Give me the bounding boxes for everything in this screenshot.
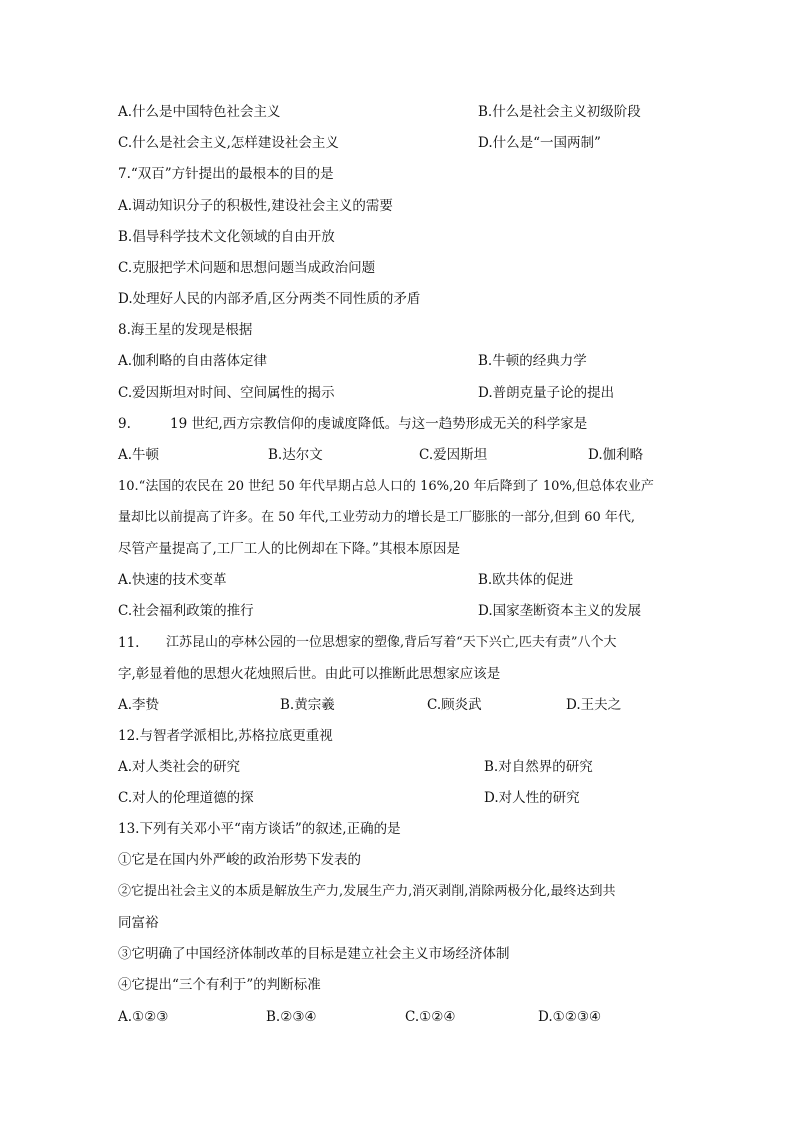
q12-option-c: C.对人的伦理道德的探: [118, 790, 254, 806]
q6-option-b: B.什么是社会主义初级阶段: [478, 104, 641, 120]
q10-stem-line-1: 10.“法国的农民在 20 世纪 50 年代早期占总人口的 16%,20 年后降到了 10%,但总体农业产: [118, 479, 654, 494]
q11-option-c: C.顾炎武: [427, 697, 482, 713]
q12-stem: 12.与智者学派相比,苏格拉底更重视: [118, 728, 333, 744]
q13-option-b: B.②③④: [266, 1009, 317, 1025]
q10-stem-line-3: 尽管产量提高了,工厂工人的比例却在下降。”其根本原因是: [118, 541, 460, 557]
q9-stem: 19 世纪,西方宗教信仰的虔诚度降低。与这一趋势形成无关的科学家是: [170, 416, 588, 432]
q10-option-d: D.国家垄断资本主义的发展: [478, 603, 642, 619]
q13-option-d: D.①②③④: [538, 1009, 602, 1025]
q11-option-b: B.黄宗羲: [280, 697, 335, 713]
q9-option-b: B.达尔文: [268, 447, 323, 463]
q13-option-a: A.①②③: [118, 1009, 169, 1025]
q11-option-d: D.王夫之: [566, 697, 622, 713]
q13-item-1: ①它是在国内外严峻的政治形势下发表的: [118, 852, 361, 868]
q8-option-d: D.普朗克量子论的提出: [478, 385, 615, 401]
q7-option-c: C.克服把学术问题和思想问题当成政治问题: [118, 260, 376, 276]
q10-option-a: A.快速的技术变革: [118, 572, 227, 588]
q11-stem-line-1: 江苏昆山的亭林公园的一位思想家的塑像,背后写着“天下兴亡,匹夫有责”八个大: [166, 635, 617, 650]
q6-option-d: D.什么是“一国两制”: [478, 135, 601, 151]
q6-option-a: A.什么是中国特色社会主义: [118, 104, 281, 120]
q7-option-d: D.处理好人民的内部矛盾,区分两类不同性质的矛盾: [118, 291, 421, 307]
q12-option-a: A.对人类社会的研究: [118, 759, 241, 775]
q6-option-c: C.什么是社会主义,怎样建设社会主义: [118, 135, 339, 151]
q7-option-b: B.倡导科学技术文化领域的自由开放: [118, 229, 335, 245]
q13-item-2: ②它提出社会主义的本质是解放生产力,发展生产力,消灭剥削,消除两极分化,最终达到共: [118, 884, 616, 899]
q13-stem: 13.下列有关邓小平“南方谈话”的叙述,正确的是: [118, 821, 401, 837]
q10-stem-line-2: 量却比以前提高了许多。在 50 年代,工业劳动力的增长是工厂膨胀的一部分,但到 60 年代,: [118, 510, 636, 525]
q12-option-d: D.对人性的研究: [484, 790, 580, 806]
q13-item-2-cont: 同富裕: [118, 915, 159, 931]
q11-number: 11.: [118, 635, 140, 651]
q13-item-4: ④它提出“三个有利于”的判断标准: [118, 977, 321, 993]
q9-number: 9.: [118, 416, 131, 432]
q7-option-a: A.调动知识分子的积极性,建设社会主义的需要: [118, 198, 393, 214]
q8-option-a: A.伽利略的自由落体定律: [118, 353, 268, 369]
q10-option-c: C.社会福利政策的推行: [118, 603, 254, 619]
q8-stem: 8.海王星的发现是根据: [118, 322, 253, 338]
q11-option-a: A.李贽: [118, 697, 160, 713]
q12-option-b: B.对自然界的研究: [484, 759, 593, 775]
q10-option-b: B.欧共体的促进: [478, 572, 574, 588]
q9-option-d: D.伽利略: [588, 447, 644, 463]
q11-stem-line-2: 字,彰显着他的思想火花烛照后世。由此可以推断此思想家应该是: [118, 666, 501, 682]
q9-option-a: A.牛顿: [118, 447, 160, 463]
q7-stem: 7.“双百”方针提出的最根本的目的是: [118, 166, 334, 182]
q8-option-b: B.牛顿的经典力学: [478, 353, 587, 369]
q8-option-c: C.爱因斯坦对时间、空间属性的揭示: [118, 385, 335, 401]
q13-option-c: C.①②④: [405, 1009, 456, 1025]
q13-item-3: ③它明确了中国经济体制改革的目标是建立社会主义市场经济体制: [118, 946, 510, 962]
q9-option-c: C.爱因斯坦: [419, 447, 488, 463]
